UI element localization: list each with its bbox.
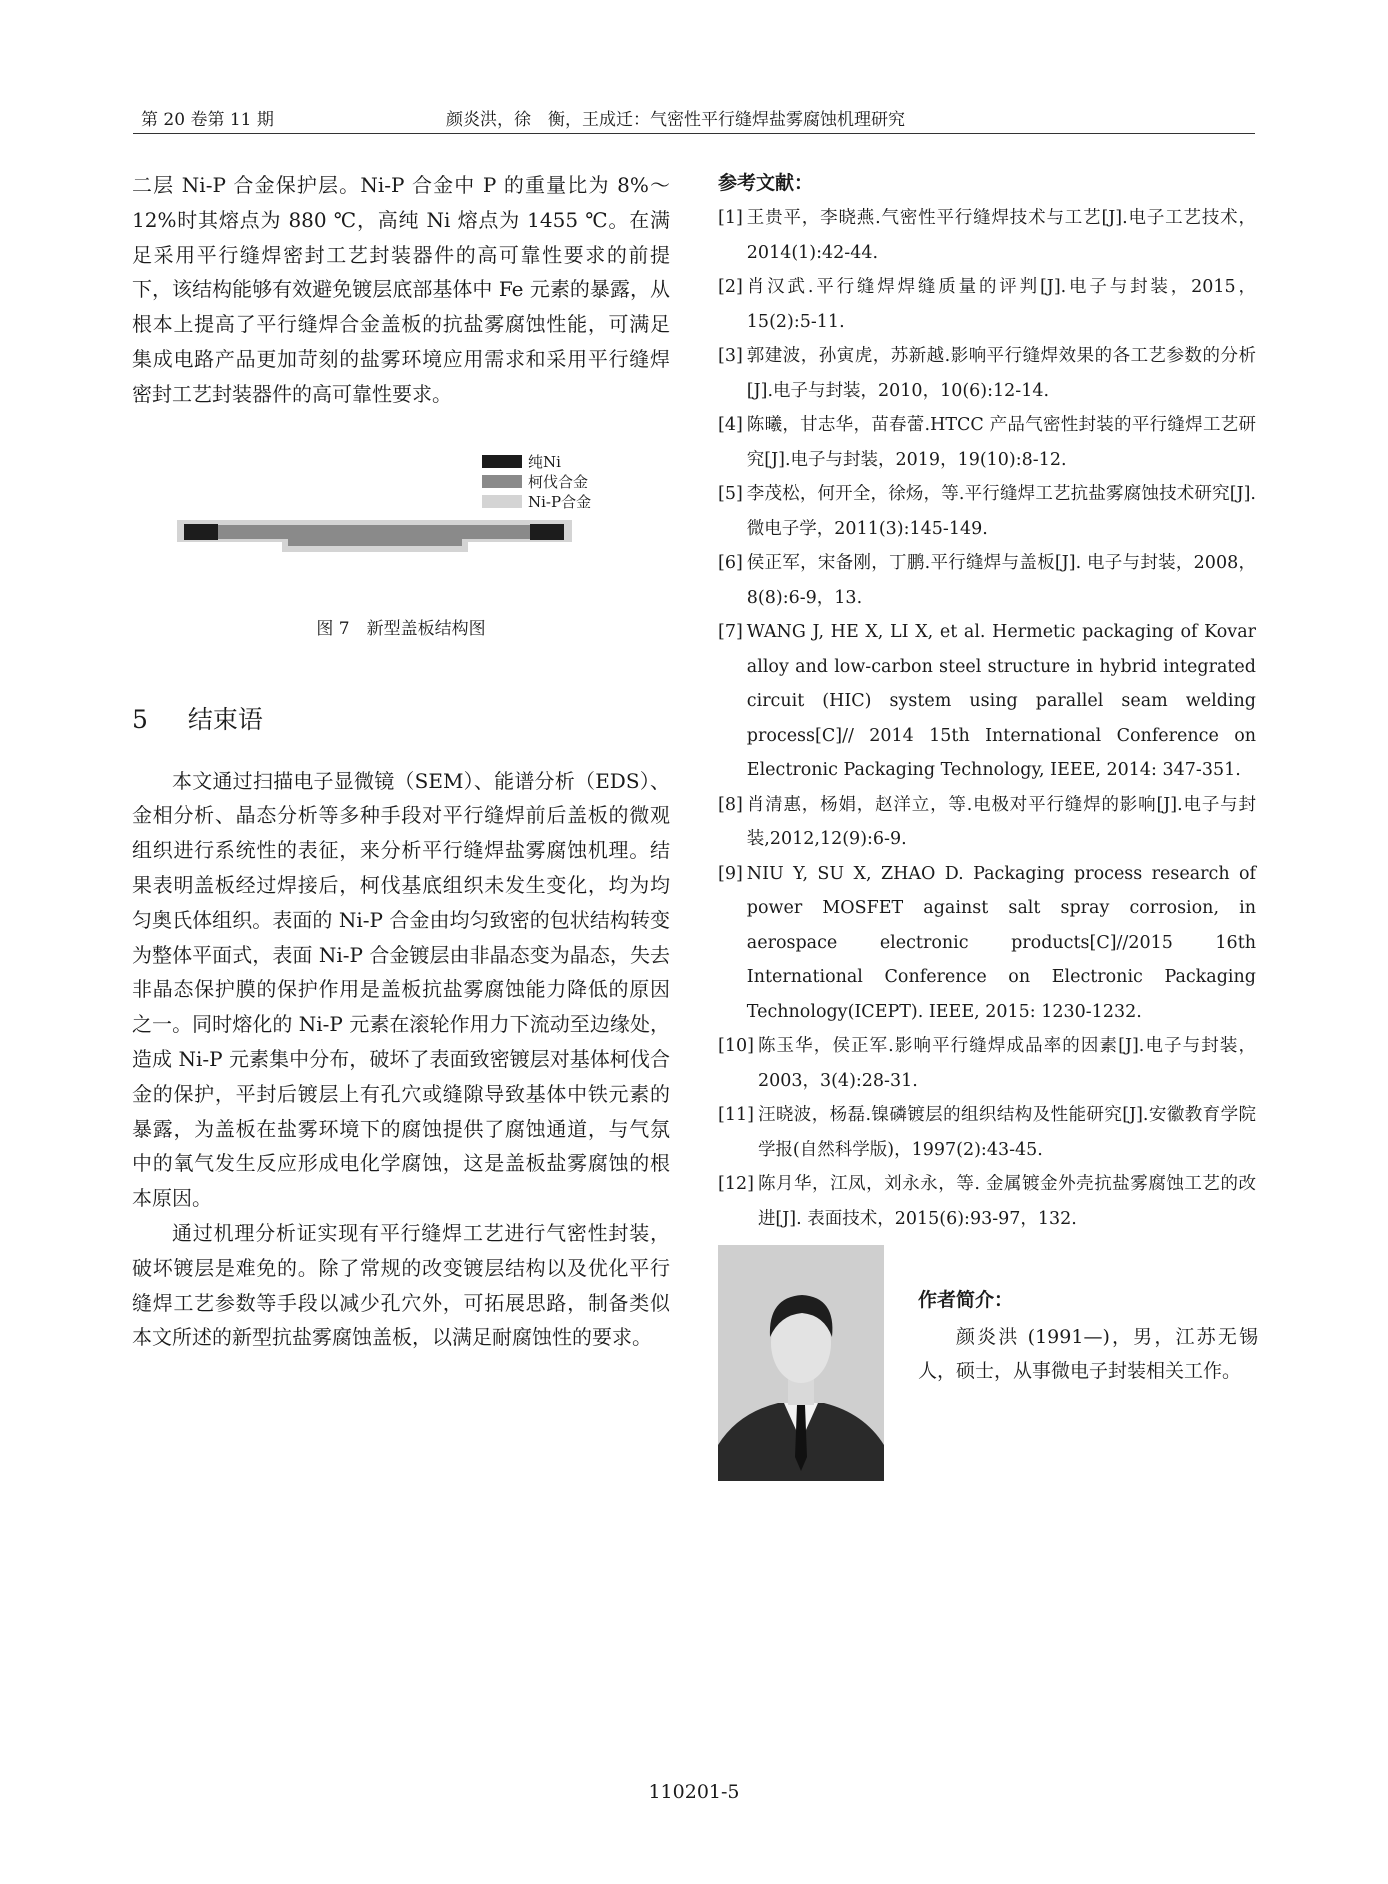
page-number: 110201-5	[648, 1781, 740, 1803]
reference-text: 王贵平，李晓燕.气密性平行缝焊技术与工艺[J].电子工艺技术，2014(1):42-44.	[746, 208, 1256, 263]
reference-item	[718, 857, 1256, 1030]
kovar-core-shape	[184, 525, 564, 546]
reference-number: [7]	[718, 622, 743, 642]
figure-caption: 图 7 新型盖板结构图	[316, 618, 486, 639]
article-running-title: 颜炎洪，徐 衡，王成迁：气密性平行缝焊盐雾腐蚀机理研究	[446, 110, 905, 130]
author-bio-title: 作者简介：	[918, 1289, 1014, 1311]
conclusion-paragraph-1: 本文通过扫描电子显微镜（SEM）、能谱分析（EDS）、金相分析、晶态分析等多种手段对平行缝焊前后盖板的微观组织进行系统性的表征，来分析平行缝焊盐雾腐蚀机理。结果表明盖板经过焊接后，柯伐基底组织未发生变化，均为均匀奥氏体组织。表面的 Ni-P 合金由均匀致密的包状结构转变为整体平面式，表面 Ni-P 合金镀层由非晶态变为晶态，失去非晶态保护膜的保护作用是盖板抗盐雾腐蚀能力降低的原因之一。同时熔化的 Ni-P 元素在滚轮作用力下流动至边缘处，造成 Ni-P 元素集中分布，破坏了表面致密镀层对基体柯伐合金的保护，平封后镀层上有孔穴或缝隙导致基体中铁元素的暴露，为盖板在盐雾环境下的腐蚀提供了腐蚀通道，与气氛中的氧气发生反应形成电化学腐蚀，这是盖板盐雾腐蚀的根本原因。	[132, 768, 670, 1211]
author-bio-text: 颜炎洪 (1991—)，男，江苏无锡人，硕士，从事微电子封装相关工作。	[918, 1326, 1258, 1382]
reference-item	[718, 477, 1256, 546]
reference-item	[718, 615, 1256, 788]
tie-shape	[795, 1405, 807, 1471]
reference-number: [5]	[718, 484, 743, 504]
reference-number: [9]	[718, 863, 743, 884]
figure-7	[132, 452, 670, 652]
section-heading	[132, 700, 670, 734]
reference-number: [11]	[718, 1105, 754, 1125]
right-column	[718, 168, 1256, 1236]
reference-item	[718, 1167, 1256, 1236]
reference-item	[718, 788, 1256, 857]
references-title: 参考文献：	[718, 172, 814, 194]
reference-number: [6]	[718, 553, 743, 573]
running-header	[133, 103, 1255, 134]
legend-label-kovar: 柯伐合金	[528, 472, 589, 491]
reference-text: 陈月华，江凤，刘永永，等. 金属镀金外壳抗盐雾腐蚀工艺的改进[J]. 表面技术，2015(6):93-97，132.	[757, 1174, 1256, 1229]
journal-issue: 第 20 卷第 11 期	[141, 110, 274, 130]
reference-text: 李茂松，何开全，徐炀，等.平行缝焊工艺抗盐雾腐蚀技术研究[J].微电子学，2011(3):145-149.	[746, 484, 1256, 539]
legend-label-ni: 纯Ni	[528, 452, 561, 471]
author-bio	[918, 1285, 1258, 1388]
reference-text: 肖清惠，杨娟，赵洋立，等.电极对平行缝焊的影响[J].电子与封装,2012,12(9):6-9.	[746, 794, 1256, 849]
reference-item	[718, 339, 1256, 408]
reference-item	[718, 270, 1256, 339]
reference-item	[718, 1029, 1256, 1098]
reference-list	[718, 201, 1256, 1236]
reference-item	[718, 546, 1256, 615]
conclusion-paragraph-2: 通过机理分析证实现有平行缝焊工艺进行气密性封装，破坏镀层是难免的。除了常规的改变镀层结构以及优化平行缝焊工艺参数等手段以减少孔穴外，可拓展思路，制备类似本文所述的新型抗盐雾腐蚀盖板，以满足耐腐蚀性的要求。	[132, 1220, 670, 1350]
reference-text: NIU Y, SU X, ZHAO D. Packaging process research of power MOSFET against salt spray corrosion, in aerospace electronic products[C]//2015 16th International Conference on Electronic Packaging Technology(ICEPT). IEEE, 2015: 1230-1232.	[746, 863, 1256, 1022]
reference-number: [2]	[718, 277, 743, 297]
reference-text: WANG J, HE X, LI X, et al. Hermetic packaging of Kovar alloy and low-carbon steel structure in hybrid integrated circuit (HIC) system using parallel seam welding process[C]// 2014 15th International Conference on Electronic Packaging Technology, IEEE, 2014: 347-351.	[746, 622, 1256, 780]
section-number: 5	[132, 704, 148, 734]
reference-number: [1]	[718, 208, 743, 228]
reference-item	[718, 201, 1256, 270]
author-photo	[718, 1245, 884, 1481]
reference-item	[718, 408, 1256, 477]
reference-text: 肖汉武.平行缝焊焊缝质量的评判[J].电子与封装，2015，15(2):5-11.	[746, 277, 1256, 332]
reference-number: [12]	[718, 1174, 754, 1194]
reference-text: 陈玉华，侯正军.影响平行缝焊成品率的因素[J].电子与封装，2003，3(4):28-31.	[757, 1036, 1256, 1091]
reference-item	[718, 1098, 1256, 1167]
lid-structure-diagram	[132, 452, 670, 602]
section-title: 结束语	[187, 704, 263, 734]
ni-block-left	[184, 524, 218, 540]
reference-number: [8]	[718, 794, 743, 815]
ni-block-right	[530, 524, 564, 540]
reference-number: [10]	[718, 1036, 754, 1056]
reference-text: 汪晓波，杨磊.镍磷镀层的组织结构及性能研究[J].安徽教育学院学报(自然科学版)，1997(2):43-45.	[757, 1105, 1256, 1160]
legend-label-nip: Ni-P合金	[528, 492, 592, 511]
left-column	[132, 168, 670, 1355]
reference-text: 侯正军，宋备刚，丁鹏.平行缝焊与盖板[J]. 电子与封装，2008，8(8):6-9，13.	[746, 553, 1256, 608]
reference-number: [3]	[718, 346, 743, 366]
reference-text: 郭建波，孙寅虎，苏新越.影响平行缝焊效果的各工艺参数的分析[J].电子与封装，2010，10(6):12-14.	[746, 346, 1256, 401]
reference-text: 陈曦，甘志华，苗春蕾.HTCC 产品气密性封装的平行缝焊工艺研究[J].电子与封装，2019，19(10):8-12.	[746, 415, 1256, 470]
intro-paragraph: 二层 Ni-P 合金保护层。Ni-P 合金中 P 的重量比为 8%～12%时其熔点为 880 ℃，高纯 Ni 熔点为 1455 ℃。在满足采用平行缝焊密封工艺封装器件的高可靠性要求的前提下，该结构能够有效避免镀层底部基体中 Fe 元素的暴露，从根本上提高了平行缝焊合金盖板的抗盐雾腐蚀性能，可满足集成电路产品更加苛刻的盐雾环境应用需求和采用平行缝焊密封工艺封装器件的高可靠性要求。	[132, 173, 670, 406]
reference-number: [4]	[718, 415, 743, 435]
